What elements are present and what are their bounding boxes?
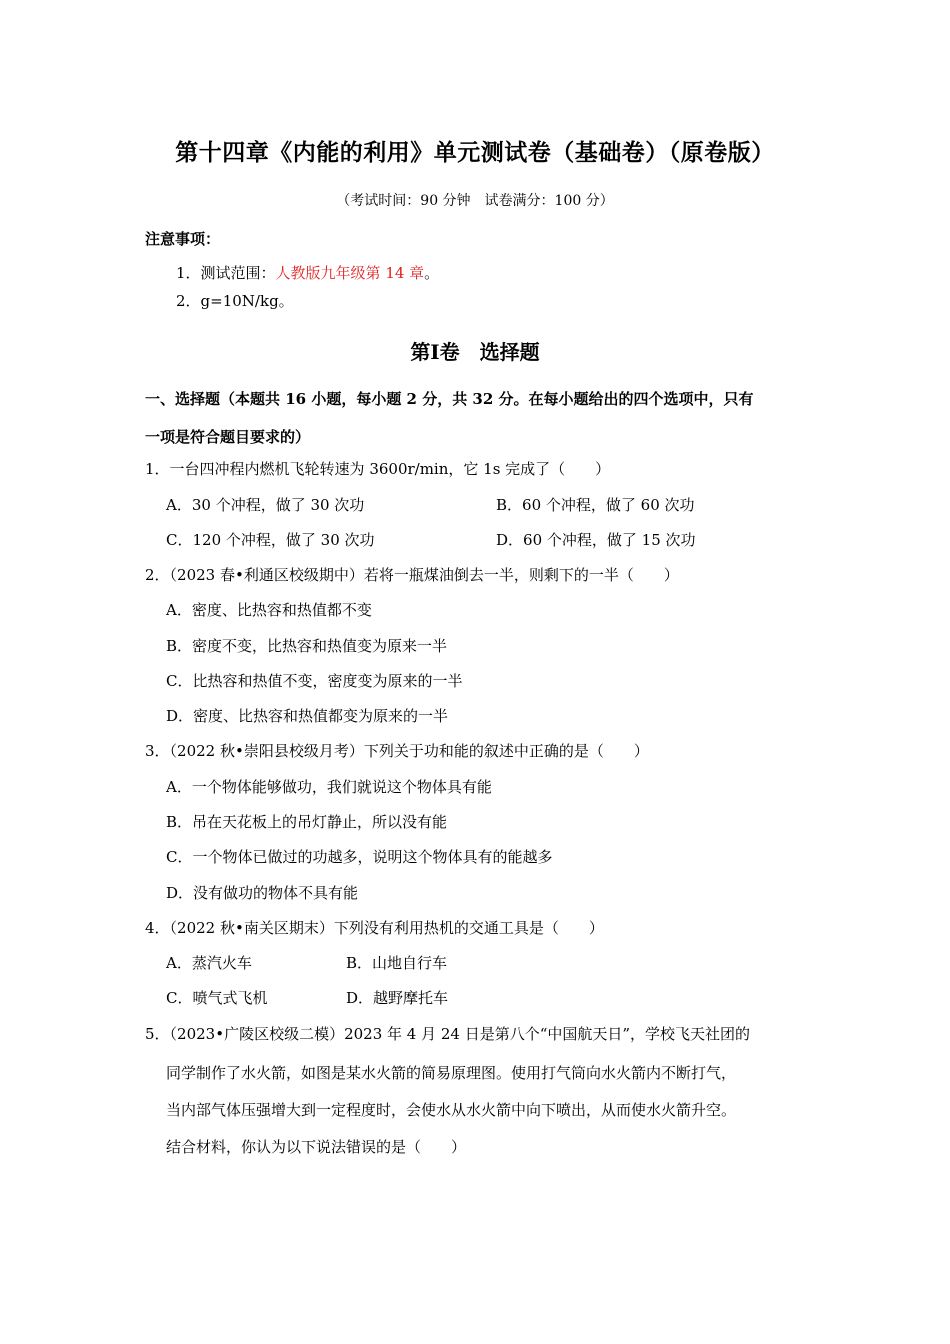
notice-heading: 注意事项： — [145, 230, 221, 248]
exam-info: （考试时间：90 分钟 试卷满分：100 分） — [336, 193, 614, 209]
section-heading-line1: 一、选择题（本题共 16 小题，每小题 2 分，共 32 分。在每小题给出的四个选项中，只有 — [145, 390, 754, 408]
notice-item-scope — [176, 262, 439, 283]
question-2-option-c: C．比热容和热值不变，密度变为原来的一半 — [166, 672, 463, 690]
question-2-option-d: D．密度、比热容和热值都变为原来的一半 — [166, 707, 449, 725]
question-5-line2: 同学制作了水火箭，如图是某水火箭的简易原理图。使用打气筒向水火箭内不断打气， — [166, 1064, 737, 1082]
notice-item-scope-end: 。 — [424, 264, 440, 282]
question-4-stem: 4．（2022 秋•南关区期末）下列没有利用热机的交通工具是（ ） — [145, 919, 604, 937]
part-title: 第Ⅰ卷 选择题 — [410, 340, 540, 364]
question-4-option-b: B．山地自行车 — [346, 954, 448, 972]
question-4-option-c: C．喷气式飞机 — [166, 989, 268, 1007]
question-1-option-d: D．60 个冲程，做了 15 次功 — [496, 531, 696, 549]
question-4-option-a: A．蒸汽火车 — [166, 954, 252, 972]
question-3-option-c: C．一个物体已做过的功越多，说明这个物体具有的能越多 — [166, 848, 553, 866]
notice-item-scope-value: 人教版九年级第 14 章 — [275, 264, 425, 282]
question-4-option-d: D．越野摩托车 — [346, 989, 449, 1007]
question-5-line1: 5．（2023•广陵区校级二模）2023 年 4 月 24 日是第八个“中国航天日”，学校飞天社团的 — [145, 1025, 751, 1043]
question-1-option-c: C．120 个冲程，做了 30 次功 — [166, 531, 375, 549]
question-2-option-b: B．密度不变，比热容和热值变为原来一半 — [166, 637, 448, 655]
question-1-option-a: A．30 个冲程，做了 30 次功 — [166, 496, 365, 514]
question-2-option-a: A．密度、比热容和热值都不变 — [166, 601, 372, 619]
page-title: 第十四章《内能的利用》单元测试卷（基础卷）（原卷版） — [175, 139, 775, 166]
notice-item-gravity: 2．g=10N/kg。 — [176, 292, 294, 310]
question-3-option-b: B．吊在天花板上的吊灯静止，所以没有能 — [166, 813, 448, 831]
question-5-line4: 结合材料，你认为以下说法错误的是（ ） — [166, 1138, 467, 1156]
section-heading-line2: 一项是符合题目要求的） — [145, 428, 311, 446]
notice-item-scope-label: 1．测试范围： — [176, 264, 276, 282]
question-3-option-d: D．没有做功的物体不具有能 — [166, 884, 359, 902]
question-2-stem: 2．（2023 春•利通区校级期中）若将一瓶煤油倒去一半，则剩下的一半（ ） — [145, 566, 679, 584]
question-1-stem: 1．一台四冲程内燃机飞轮转速为 3600r/min，它 1s 完成了（ ） — [145, 460, 611, 478]
question-1-option-b: B．60 个冲程，做了 60 次功 — [496, 496, 695, 514]
question-3-option-a: A．一个物体能够做功，我们就说这个物体具有能 — [166, 778, 492, 796]
question-5-line3: 当内部气体压强增大到一定程度时，会使水从水火箭中向下喷出，从而使水火箭升空。 — [166, 1101, 737, 1119]
question-3-stem: 3．（2022 秋•崇阳县校级月考）下列关于功和能的叙述中正确的是（ ） — [145, 742, 649, 760]
